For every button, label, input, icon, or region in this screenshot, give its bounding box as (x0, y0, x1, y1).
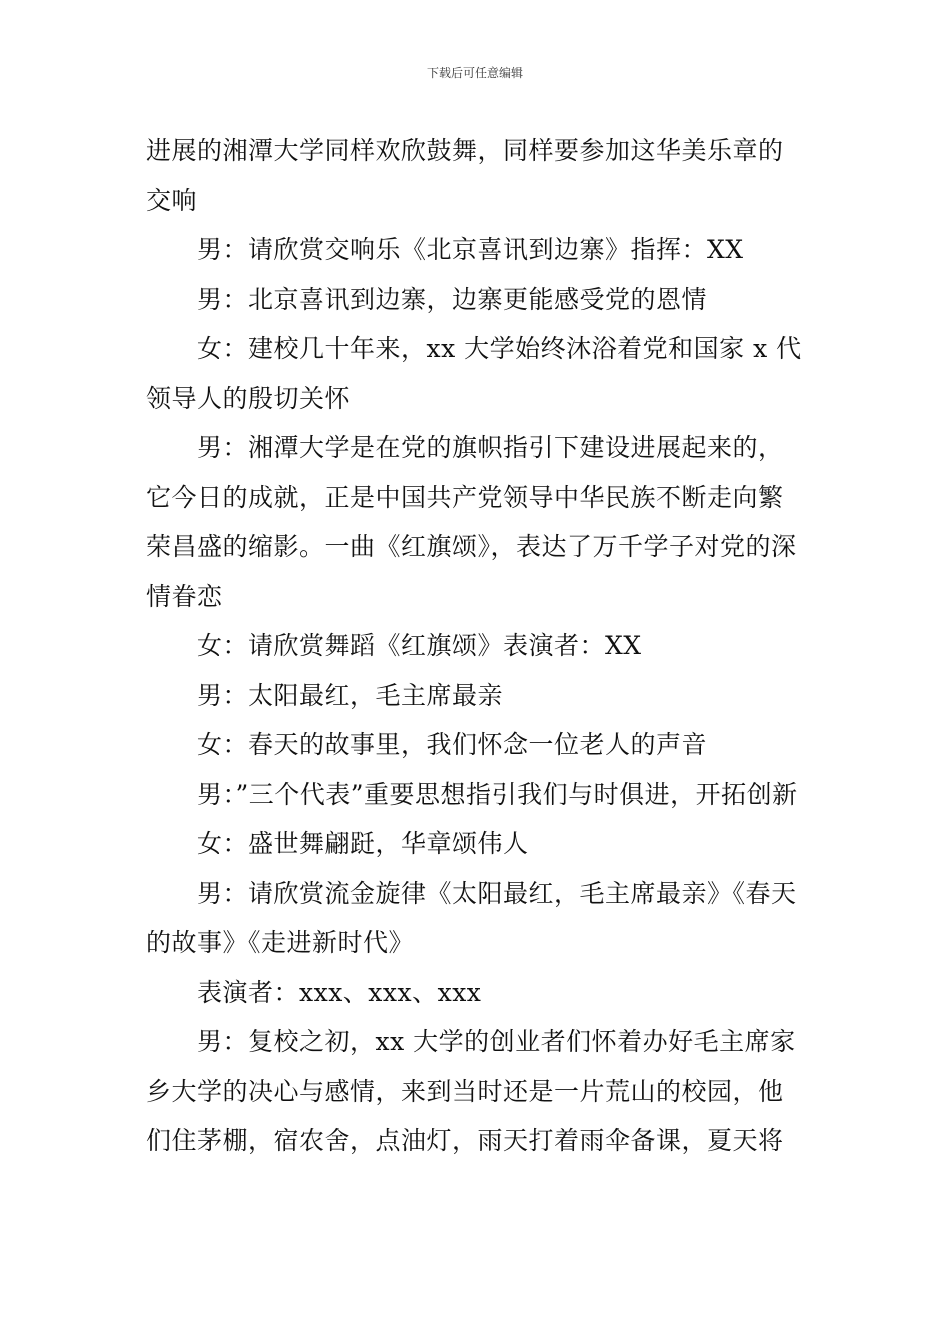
paragraph: 男：”三个代表”重要思想指引我们与时俱进，开拓创新 (197, 779, 798, 809)
paragraph: 男：请欣赏交响乐《北京喜讯到边寨》指挥：XX (197, 235, 744, 264)
paragraph: 男：北京喜讯到边寨，边寨更能感受党的恩情 (197, 284, 708, 314)
paragraph: 进展的湘潭大学同样欢欣鼓舞，同样要参加这华美乐章的交响 (146, 136, 784, 215)
paragraph: 女：盛世舞翩跹，华章颂伟人 (197, 829, 529, 858)
paragraph: 男：请欣赏流金旋律《太阳最红，毛主席最亲》《春天的故事》《走进新时代》 (146, 878, 797, 957)
paragraph: 男：复校之初，xx 大学的创业者们怀着办好毛主席家乡大学的决心与感情，来到当时还是一片荒山的校园，他们住茅棚，宿农舍，点油灯，雨天打着雨伞备课，夏天将 (146, 1027, 796, 1155)
paragraph: 男：太阳最红，毛主席最亲 (197, 680, 504, 710)
document-body (146, 126, 808, 1166)
paragraph: 男：湘潭大学是在党的旗帜指引下建设进展起来的，它今日的成就，正是中国共产党领导中华民族不断走向繁荣昌盛的缩影。一曲《红旗颂》，表达了万千学子对党的深情眷恋 (146, 433, 797, 611)
page-header: 下载后可任意编辑 (426, 66, 523, 80)
paragraph: 女：建校几十年来，xx 大学始终沐浴着党和国家 x 代领导人的殷切关怀 (146, 334, 802, 413)
paragraph: 女：请欣赏舞蹈《红旗颂》表演者：XX (197, 631, 642, 660)
paragraph: 女：春天的故事里，我们怀念一位老人的声音 (197, 730, 708, 759)
paragraph: 表演者：xxx、xxx、xxx (197, 977, 482, 1007)
